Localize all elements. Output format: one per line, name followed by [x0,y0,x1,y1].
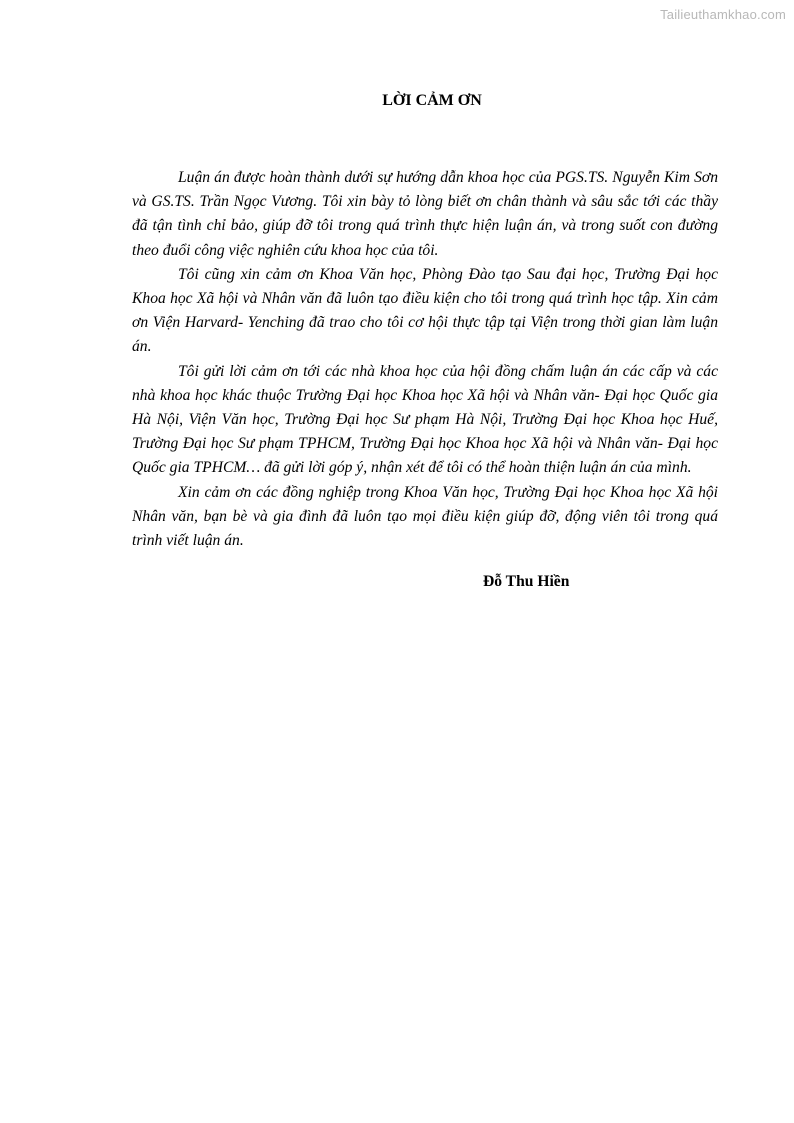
paragraph: Xin cảm ơn các đồng nghiệp trong Khoa Văn học, Trường Đại học Khoa học Xã hội Nhân văn, bạn bè và gia đình đã luôn tạo mọi điều kiện giúp đỡ, động viên tôi trong quá trình viết luận án. [132,483,718,550]
paragraph: Luận án được hoàn thành dưới sự hướng dẫn khoa học của PGS.TS. Nguyễn Kim Sơn và GS.TS. Trần Ngọc Vương. Tôi xin bày tỏ lòng biết ơn chân thành và sâu sắc tới các thầy đã tận tình chỉ bảo, giúp đỡ tôi trong quá trình thực hiện luận án, và trong suốt con đường theo đuổi công việc nghiên cứu khoa học của tôi. [132,169,718,259]
author-signature: Đỗ Thu Hiền [483,573,570,591]
paragraph: Tôi gửi lời cảm ơn tới các nhà khoa học của hội đồng chấm luận án các cấp và các nhà khoa học khác thuộc Trường Đại học Khoa học Xã hội và Nhân văn- Đại học Quốc gia Hà Nội, Viện Văn học, Trường Đại học Sư phạm Hà Nội, Trường Đại học Khoa học Huế, Trường Đại học Sư phạm TPHCM, Trường Đại học Khoa học Xã hội và Nhân văn- Đại học Quốc gia TPHCM… đã gửi lời góp ý, nhận xét để tôi có thể hoàn thiện luận án của mình. [132,362,718,477]
paragraph: Tôi cũng xin cảm ơn Khoa Văn học, Phòng Đào tạo Sau đại học, Trường Đại học Khoa học Xã hội và Nhân văn đã luôn tạo điều kiện cho tôi trong quá trình học tập. Xin cảm ơn Viện Harvard- Yenching đã trao cho tôi cơ hội thực tập tại Viện trong thời gian làm luận án. [132,265,718,356]
acknowledgement-body [132,166,718,553]
site-watermark: Tailieuthamkhao.com [660,7,786,22]
page-title: LỜI CẢM ƠN [382,92,482,109]
document-page [132,92,718,591]
